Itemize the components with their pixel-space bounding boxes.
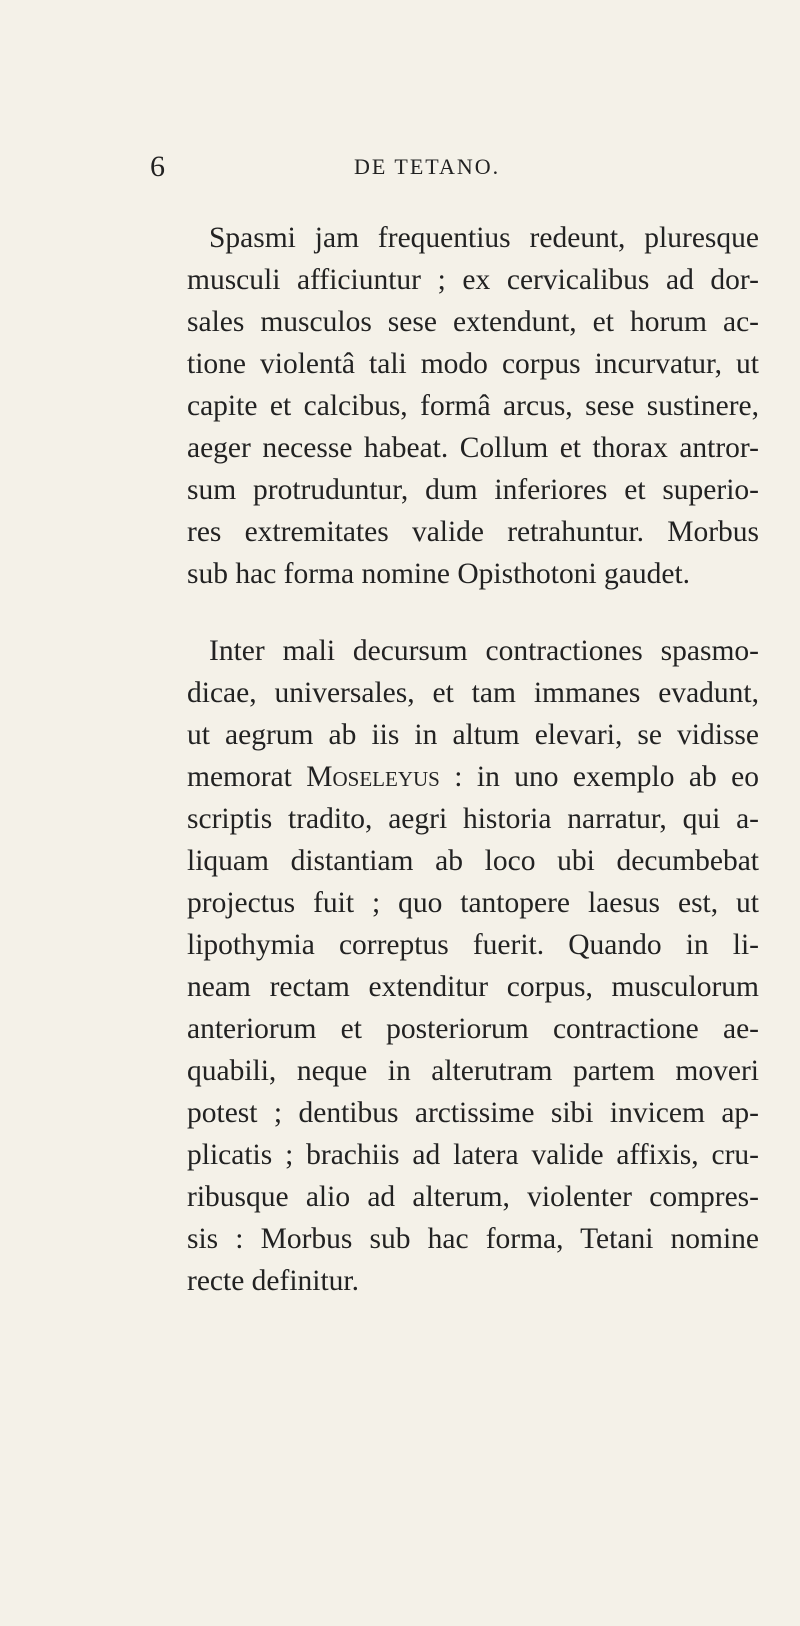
text-line: lipothymia correptus fuerit. Quando in li- xyxy=(187,929,759,961)
text-line: neam rectam extenditur corpus, musculorum xyxy=(187,971,759,1003)
author-name: Moseleyus xyxy=(306,761,440,793)
text-line: quabili, neque in alterutram partem moveri xyxy=(187,1055,759,1087)
text-fragment: memorat xyxy=(187,761,292,793)
text-line: anteriorum et posteriorum contractione ae- xyxy=(187,1013,759,1045)
text-line: plicatis ; brachiis ad latera valide affixis, cru- xyxy=(187,1139,759,1171)
text-line: ribusque alio ad alterum, violenter compres- xyxy=(187,1181,759,1213)
text-line: scriptis tradito, aegri historia narratur, qui a- xyxy=(187,803,759,835)
text-line: recte definitur. xyxy=(187,1265,360,1297)
text-line: liquam distantiam ab loco ubi decumbebat xyxy=(187,845,759,877)
text-fragment: : in uno exemplo ab eo xyxy=(454,761,760,793)
text-line xyxy=(187,756,759,798)
text-line: Inter mali decursum contractiones spasmo- xyxy=(209,635,759,667)
text-line: sis : Morbus sub hac forma, Tetani nomine xyxy=(187,1223,759,1255)
text-line: ut aegrum ab iis in altum elevari, se vidisse xyxy=(187,719,759,751)
text-line: Spasmi jam frequentius redeunt, pluresque xyxy=(209,222,759,254)
text-line: projectus fuit ; quo tantopere laesus est, ut xyxy=(187,887,759,919)
text-line: sum protruduntur, dum inferiores et superio- xyxy=(187,474,759,506)
text-line: capite et calcibus, formâ arcus, sese sustinere, xyxy=(187,390,759,422)
page-number: 6 xyxy=(150,150,165,183)
text-line: potest ; dentibus arctissime sibi invicem ap- xyxy=(187,1097,759,1129)
running-title: DE TETANO. xyxy=(354,154,501,179)
text-line: musculi afficiuntur ; ex cervicalibus ad dor- xyxy=(187,264,759,296)
text-line: sales musculos sese extendunt, et horum ac- xyxy=(187,306,759,338)
text-line: tione violentâ tali modo corpus incurvatur, ut xyxy=(187,348,759,380)
page-header xyxy=(0,150,800,190)
text-line: dicae, universales, et tam immanes evadunt, xyxy=(187,677,759,709)
text-line: aeger necesse habeat. Collum et thorax antror- xyxy=(187,432,759,464)
text-line: res extremitates valide retrahuntur. Morbus xyxy=(187,516,759,548)
text-line: sub hac forma nomine Opisthotoni gaudet. xyxy=(187,558,691,590)
